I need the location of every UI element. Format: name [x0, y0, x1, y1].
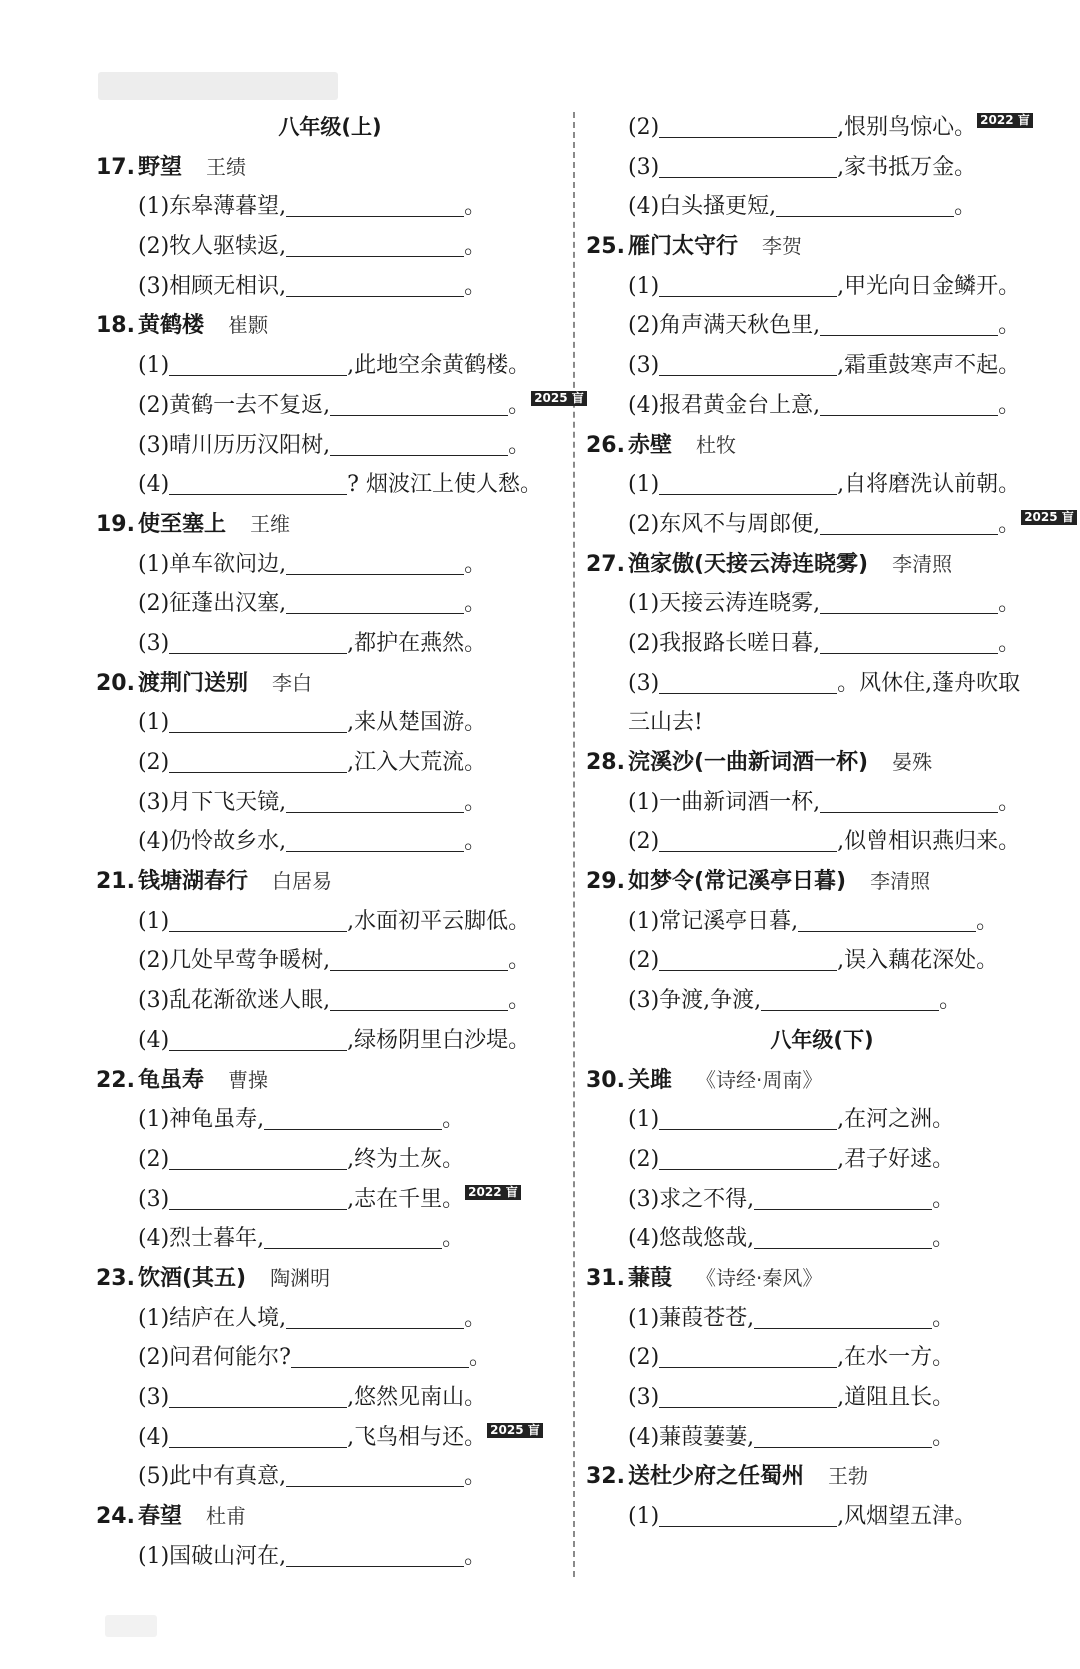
line-suffix-text: ,来从楚国游。	[347, 710, 487, 736]
line-prefix-text: (5)此中有真意,	[138, 1464, 287, 1490]
poem-number: 20.	[96, 670, 135, 696]
line-suffix-text: 。	[998, 630, 1021, 656]
poem-number: 19.	[96, 511, 135, 537]
poem-number: 30.	[586, 1067, 625, 1093]
line-suffix-text: 。	[464, 789, 487, 815]
answer-blank[interactable]	[169, 771, 347, 773]
answer-blank[interactable]	[659, 1366, 837, 1368]
answer-blank[interactable]	[286, 295, 464, 297]
poem-author: 白居易	[272, 869, 333, 894]
page-footer-mark	[105, 1615, 157, 1637]
line-prefix-text: (3)	[138, 1186, 170, 1212]
poem-author: 杜牧	[696, 432, 737, 457]
fill-in-line	[586, 1299, 1058, 1339]
grade-heading: 八年级(下)	[770, 1027, 874, 1052]
left-column	[96, 108, 584, 1576]
line-prefix-text: (3)	[138, 1385, 170, 1410]
answer-blank[interactable]	[798, 930, 976, 932]
fill-in-line	[96, 981, 564, 1021]
line-prefix-text: (2)	[628, 829, 660, 855]
line-prefix-text: (1)结庐在人境,	[138, 1305, 287, 1331]
poem-name: 使至塞上	[138, 511, 227, 537]
poem-name: 送杜少府之任蜀州	[628, 1464, 805, 1490]
poem-name: 野望	[138, 154, 183, 180]
fill-in-line	[96, 1140, 564, 1180]
answer-blank[interactable]	[820, 414, 998, 416]
line-prefix-text: (2)牧人驱犊返,	[138, 234, 287, 260]
answer-blank[interactable]	[659, 969, 837, 971]
answer-blank[interactable]	[330, 969, 508, 971]
fill-in-line	[96, 426, 564, 466]
poem-author: 王绩	[206, 154, 247, 179]
answer-blank[interactable]	[169, 930, 347, 932]
poem-author: 李白	[272, 670, 313, 695]
line-suffix-text: 。	[508, 432, 531, 458]
line-prefix-text: (2)角声满天秋色里,	[628, 313, 821, 339]
line-prefix-text: (1)天接云涛连晓雾,	[628, 591, 821, 617]
fill-in-line	[96, 1338, 564, 1378]
answer-blank[interactable]	[659, 374, 837, 376]
line-suffix-text: ,此地空余黄鹤楼。	[347, 353, 531, 379]
line-suffix-text: 。	[508, 948, 531, 974]
line-suffix-text: ,江入大荒流。	[347, 750, 487, 775]
line-suffix-text: 。	[998, 392, 1021, 418]
poem-author: 晏殊	[892, 750, 933, 774]
answer-blank[interactable]	[169, 1168, 347, 1170]
fill-in-line	[586, 346, 1058, 386]
fill-in-line	[586, 624, 1058, 664]
fill-in-line	[586, 1100, 1058, 1140]
poem-number: 26.	[586, 432, 625, 458]
answer-blank[interactable]	[754, 1327, 932, 1329]
poem-name: 蒹葭	[628, 1265, 673, 1291]
line-prefix-text: (3)	[628, 353, 660, 379]
line-suffix-text: ,甲光向日金鳞开。	[837, 273, 1021, 299]
answer-blank[interactable]	[659, 1168, 837, 1170]
year-badge: 2025 盲	[1021, 510, 1077, 525]
answer-blank[interactable]	[820, 612, 998, 614]
poem-number: 24.	[96, 1504, 135, 1530]
fill-in-line	[586, 386, 1058, 426]
line-suffix-text: 。	[464, 273, 487, 299]
line-suffix-text: ,绿杨阴里白沙堤。	[347, 1027, 531, 1053]
poem-name: 雁门太守行	[628, 234, 739, 260]
line-prefix-text: (1)	[138, 353, 170, 379]
line-prefix-text: (2)	[628, 1146, 660, 1172]
fill-in-line	[586, 465, 1058, 505]
answer-blank[interactable]	[169, 493, 347, 495]
right-column	[586, 108, 1074, 1537]
answer-blank[interactable]	[330, 454, 508, 456]
poem-title	[96, 306, 564, 346]
fill-in-line	[586, 783, 1058, 823]
fill-in-line	[96, 941, 564, 981]
poem-number: 29.	[586, 869, 625, 895]
line-prefix-text: (3)争渡,争渡,	[628, 988, 762, 1014]
fill-in-line	[586, 1338, 1058, 1378]
line-suffix-text: ,在水一方。	[837, 1345, 955, 1371]
poem-title	[586, 1457, 1058, 1497]
fill-in-line	[96, 1021, 564, 1061]
line-prefix-text: (3)	[628, 154, 660, 180]
poem-author: 王勃	[828, 1464, 869, 1489]
poem-name: 如梦令(常记溪亭日暮)	[628, 869, 847, 895]
poem-name: 龟虽寿	[138, 1067, 205, 1093]
poem-name: 钱塘湖春行	[138, 869, 249, 895]
line-suffix-text: 。	[468, 1345, 491, 1371]
poem-title	[586, 1259, 1058, 1299]
line-suffix-text: 。	[464, 1305, 487, 1331]
line-prefix-text: (1)蒹葭苍苍,	[628, 1305, 755, 1331]
line-prefix-text: (4)仍怜故乡水,	[138, 829, 287, 855]
answer-blank[interactable]	[286, 573, 464, 575]
answer-blank[interactable]	[659, 1406, 837, 1408]
poem-title	[586, 743, 1058, 783]
line-prefix-text: (4)报君黄金台上意,	[628, 392, 821, 418]
poem-author: 《诗经·秦风》	[696, 1265, 823, 1290]
line-suffix-text: ,家书抵万金。	[837, 154, 977, 180]
line-suffix-text: ,风烟望五津。	[837, 1504, 977, 1530]
line-suffix-text: ,悠然见南山。	[347, 1385, 487, 1410]
column-divider	[573, 112, 575, 1577]
line-suffix-text: ,误入藕花深处。	[837, 948, 999, 974]
line-prefix-text: (4)蒹葭萋萋,	[628, 1424, 755, 1450]
year-badge: 2022 盲	[977, 113, 1033, 128]
poem-author: 李清照	[892, 551, 953, 576]
fill-in-line	[586, 148, 1058, 188]
fill-in-line	[586, 584, 1058, 624]
answer-blank[interactable]	[264, 1128, 442, 1130]
fill-in-line	[586, 505, 1074, 545]
line-prefix-text: (4)	[138, 1027, 170, 1053]
line-prefix-text: (1)	[138, 710, 170, 736]
poem-name: 黄鹤楼	[138, 313, 205, 339]
answer-blank[interactable]	[169, 1406, 347, 1408]
line-suffix-text: ,水面初平云脚低。	[347, 908, 531, 934]
line-suffix-text: ,君子好逑。	[837, 1146, 955, 1172]
answer-blank[interactable]	[286, 612, 464, 614]
line-prefix-text: (1)单车欲问边,	[138, 551, 287, 577]
line-prefix-text: (3)	[628, 670, 660, 696]
line-suffix-text: 。	[998, 313, 1021, 339]
answer-blank[interactable]	[820, 652, 998, 654]
line-suffix-text: 。	[998, 789, 1021, 815]
answer-blank[interactable]	[286, 215, 464, 217]
fill-in-line	[586, 1418, 1058, 1458]
poem-number: 21.	[96, 869, 135, 895]
fill-in-line	[96, 227, 564, 267]
fill-in-line	[96, 1100, 564, 1140]
poem-title	[96, 1497, 564, 1537]
line-prefix-text: (1)	[628, 273, 660, 299]
poem-title	[96, 1061, 564, 1101]
answer-blank[interactable]	[169, 731, 347, 733]
poem-title	[586, 545, 1058, 585]
continuation-text: 三山去!	[628, 710, 703, 736]
line-suffix-text: 。	[464, 829, 487, 855]
line-prefix-text: (2)征蓬出汉塞,	[138, 591, 287, 617]
poem-name: 赤壁	[628, 432, 673, 458]
fill-in-line	[586, 1180, 1058, 1220]
fill-in-line	[96, 1299, 564, 1339]
line-suffix-text: 。风休住,蓬舟吹取	[837, 670, 1021, 696]
fill-in-line	[96, 783, 564, 823]
line-suffix-text: 。	[932, 1424, 955, 1450]
line-prefix-text: (2)	[138, 750, 170, 775]
fill-in-line	[586, 1219, 1058, 1259]
poem-number: 18.	[96, 313, 135, 339]
fill-in-line	[586, 664, 1058, 704]
answer-blank[interactable]	[286, 811, 464, 813]
poem-title	[586, 426, 1058, 466]
line-suffix-text: 。	[939, 988, 962, 1014]
answer-blank[interactable]	[659, 136, 837, 138]
poem-name: 渔家傲(天接云涛连晓雾)	[628, 551, 869, 577]
line-prefix-text: (2)	[628, 115, 660, 140]
poem-author: 李清照	[870, 869, 931, 894]
line-prefix-text: (3)	[628, 1385, 660, 1410]
line-suffix-text: ,都护在燕然。	[347, 630, 487, 656]
answer-blank[interactable]	[169, 1208, 347, 1210]
fill-in-line	[586, 902, 1058, 942]
fill-in-line	[96, 624, 564, 664]
poem-author: 李贺	[762, 234, 803, 259]
line-suffix-text: 。	[464, 234, 487, 260]
line-prefix-text: (1)东皋薄暮望,	[138, 194, 287, 220]
answer-blank[interactable]	[659, 176, 837, 178]
poem-title	[586, 1061, 1058, 1101]
line-prefix-text: (1)一曲新词酒一杯,	[628, 789, 821, 815]
fill-in-line	[586, 1378, 1058, 1418]
line-suffix-text: ,志在千里。	[347, 1186, 465, 1212]
line-prefix-text: (3)	[138, 630, 170, 656]
fill-in-line	[96, 465, 564, 505]
answer-blank[interactable]	[286, 1565, 464, 1567]
line-prefix-text: (2)	[628, 1345, 660, 1371]
answer-blank[interactable]	[754, 1446, 932, 1448]
poem-title	[586, 227, 1058, 267]
fill-in-line	[96, 902, 564, 942]
line-prefix-text: (3)乱花渐欲迷人眼,	[138, 988, 331, 1014]
fill-in-line	[96, 1418, 564, 1458]
poem-title	[586, 862, 1058, 902]
poem-title	[96, 1259, 564, 1299]
fill-in-line	[96, 584, 564, 624]
line-suffix-text: ,道阻且长。	[837, 1385, 955, 1410]
fill-in-line	[586, 822, 1058, 862]
answer-blank[interactable]	[286, 255, 464, 257]
line-suffix-text: 。	[932, 1186, 955, 1212]
line-prefix-text: (1)	[628, 1504, 660, 1530]
poem-number: 31.	[586, 1265, 625, 1291]
fill-in-line	[586, 981, 1058, 1021]
line-prefix-text: (2)问君何能尔?	[138, 1345, 291, 1371]
answer-blank[interactable]	[169, 652, 347, 654]
line-prefix-text: (4)悠哉悠哉,	[628, 1226, 755, 1252]
answer-blank[interactable]	[659, 295, 837, 297]
line-prefix-text: (3)月下飞天镜,	[138, 789, 287, 815]
line-prefix-text: (1)常记溪亭日暮,	[628, 908, 799, 934]
line-suffix-text: ,似曾相识燕归来。	[837, 829, 1021, 855]
fill-in-line	[96, 545, 564, 585]
poem-name: 春望	[138, 1504, 183, 1530]
line-prefix-text: (4)	[138, 472, 170, 498]
line-prefix-text: (2)	[138, 1146, 170, 1172]
answer-blank[interactable]	[659, 1525, 837, 1527]
line-prefix-text: (1)国破山河在,	[138, 1543, 287, 1569]
answer-blank[interactable]	[286, 1485, 464, 1487]
line-suffix-text: ,自将磨洗认前朝。	[837, 472, 1021, 498]
poem-author: 王维	[250, 511, 291, 536]
line-prefix-text: (3)相顾无相识,	[138, 273, 287, 299]
answer-blank[interactable]	[169, 1049, 347, 1051]
fill-in-line	[586, 1140, 1058, 1180]
answer-blank[interactable]	[659, 493, 837, 495]
answer-blank[interactable]	[169, 1446, 347, 1448]
line-prefix-text: (1)	[628, 1107, 660, 1133]
fill-in-line	[586, 108, 1058, 148]
poem-number: 23.	[96, 1265, 135, 1291]
line-suffix-text: 。	[464, 1464, 487, 1490]
answer-blank[interactable]	[761, 1009, 939, 1011]
poem-number: 27.	[586, 551, 625, 577]
line-suffix-text: 。	[442, 1226, 465, 1252]
line-suffix-text: 。	[464, 551, 487, 577]
poem-author: 崔颢	[228, 313, 269, 338]
answer-blank[interactable]	[169, 374, 347, 376]
fill-in-line	[96, 267, 564, 307]
line-suffix-text: 。	[464, 1543, 487, 1569]
fill-in-line	[96, 743, 564, 783]
line-prefix-text: (4)烈士暮年,	[138, 1226, 265, 1252]
line-suffix-text: 。	[932, 1305, 955, 1331]
fill-in-line	[96, 1180, 564, 1220]
poem-author: 曹操	[228, 1067, 269, 1092]
line-suffix-text: ,飞鸟相与还。	[347, 1424, 487, 1450]
poem-title	[96, 862, 564, 902]
answer-blank[interactable]	[754, 1208, 932, 1210]
line-prefix-text: (3)晴川历历汉阳树,	[138, 432, 331, 458]
poem-title	[96, 664, 564, 704]
answer-blank[interactable]	[330, 414, 508, 416]
grade-heading: 八年级(上)	[278, 115, 382, 139]
fill-in-line	[96, 187, 564, 227]
year-badge: 2025 盲	[487, 1423, 543, 1438]
line-suffix-text: 。	[998, 591, 1021, 617]
poem-author: 《诗经·周南》	[696, 1067, 823, 1092]
fill-in-line	[586, 1497, 1058, 1537]
fill-in-line	[586, 941, 1058, 981]
line-prefix-text: (1)神龟虽寿,	[138, 1107, 265, 1133]
line-suffix-text: 。	[442, 1107, 465, 1133]
answer-blank[interactable]	[659, 850, 837, 852]
line-suffix-text: 。	[998, 511, 1021, 537]
fill-in-line	[96, 346, 564, 386]
header-mark	[98, 72, 338, 100]
poem-number: 32.	[586, 1464, 625, 1490]
line-suffix-text: 。	[508, 392, 531, 418]
fill-in-line	[96, 822, 564, 862]
fill-in-line	[586, 267, 1058, 307]
poem-number: 28.	[586, 750, 625, 775]
fill-in-line	[96, 1457, 564, 1497]
line-prefix-text: (2)东风不与周郎便,	[628, 511, 821, 537]
fill-in-line	[96, 703, 564, 743]
line-suffix-text: ? 烟波江上使人愁。	[347, 472, 542, 498]
answer-blank[interactable]	[776, 215, 954, 217]
poem-number: 25.	[586, 234, 625, 260]
line-suffix-text: 。	[464, 591, 487, 617]
line-suffix-text: 。	[954, 194, 977, 220]
answer-blank[interactable]	[286, 850, 464, 852]
poem-title	[96, 505, 564, 545]
poem-name: 浣溪沙(一曲新词酒一杯)	[628, 750, 869, 775]
line-suffix-text: 。	[976, 908, 999, 934]
line-suffix-text: ,在河之洲。	[837, 1107, 955, 1133]
poem-number: 22.	[96, 1067, 135, 1093]
line-prefix-text: (3)求之不得,	[628, 1186, 755, 1212]
answer-blank[interactable]	[659, 692, 837, 694]
answer-blank[interactable]	[659, 1128, 837, 1130]
line-suffix-text: ,恨别鸟惊心。	[837, 115, 977, 140]
line-suffix-text: 。	[932, 1226, 955, 1252]
poem-number: 17.	[96, 154, 135, 180]
answer-blank[interactable]	[291, 1366, 469, 1368]
poem-author: 杜甫	[206, 1504, 247, 1529]
line-prefix-text: (4)	[138, 1424, 170, 1450]
fill-in-line	[96, 386, 584, 426]
poem-author: 陶渊明	[270, 1265, 331, 1290]
line-prefix-text: (2)黄鹤一去不复返,	[138, 392, 331, 418]
line-prefix-text: (1)	[628, 472, 660, 498]
year-badge: 2022 盲	[465, 1185, 521, 1200]
line-prefix-text: (4)白头搔更短,	[628, 194, 777, 220]
fill-in-line	[96, 1537, 564, 1577]
answer-blank[interactable]	[820, 533, 998, 535]
line-prefix-text: (2)	[628, 948, 660, 974]
poem-name: 渡荆门送别	[138, 670, 249, 696]
line-suffix-text: ,霜重鼓寒声不起。	[837, 353, 1021, 379]
year-badge: 2025 盲	[531, 391, 587, 406]
fill-in-line	[96, 1219, 564, 1259]
fill-in-line	[586, 306, 1058, 346]
fill-in-line	[96, 1378, 564, 1418]
poem-title	[96, 148, 564, 188]
answer-blank[interactable]	[754, 1247, 932, 1249]
line-suffix-text: ,终为土灰。	[347, 1146, 465, 1172]
line-prefix-text: (2)几处早莺争暖树,	[138, 948, 331, 974]
fill-in-line	[586, 187, 1058, 227]
answer-blank[interactable]	[820, 334, 998, 336]
line-prefix-text: (1)	[138, 908, 170, 934]
answer-blank[interactable]	[820, 811, 998, 813]
answer-blank[interactable]	[330, 1009, 508, 1011]
line-prefix-text: (2)我报路长嗟日暮,	[628, 630, 821, 656]
poem-name: 关雎	[628, 1067, 673, 1093]
poem-name: 饮酒(其五)	[138, 1265, 247, 1291]
answer-blank[interactable]	[264, 1247, 442, 1249]
answer-blank[interactable]	[286, 1327, 464, 1329]
line-suffix-text: 。	[508, 988, 531, 1014]
line-suffix-text: 。	[464, 194, 487, 220]
